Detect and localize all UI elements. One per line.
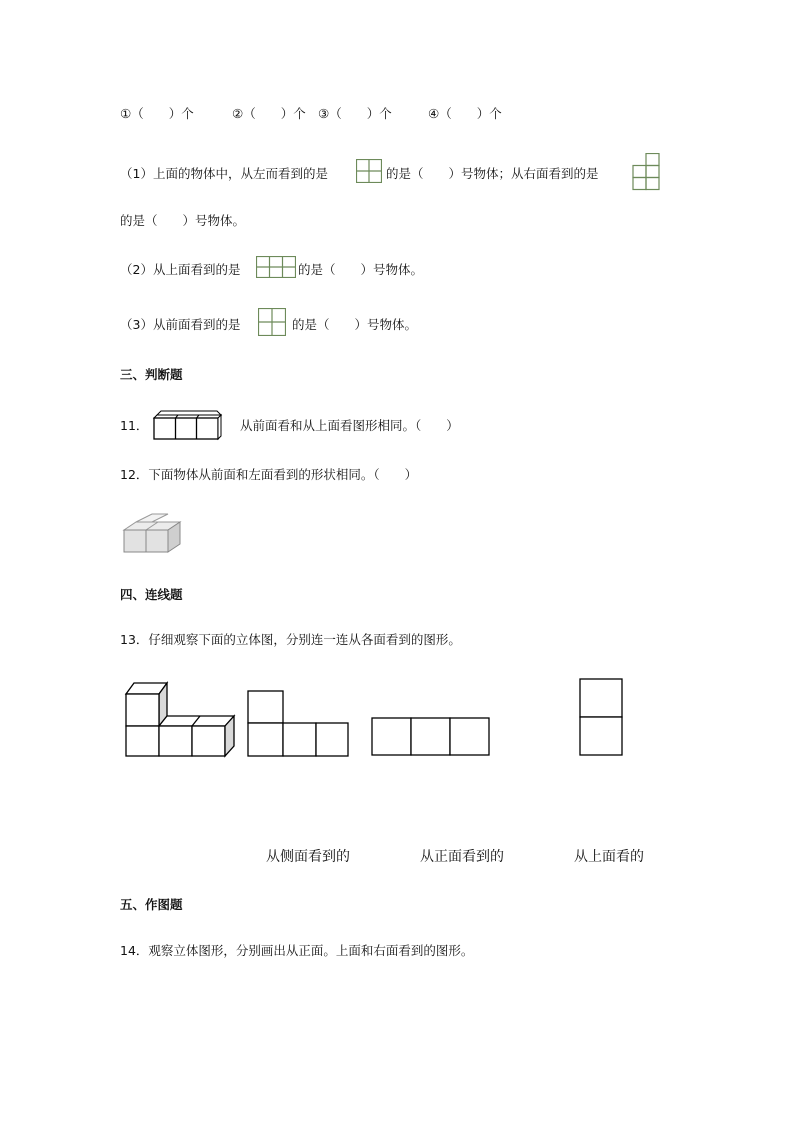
view-shape-2 [371, 717, 491, 757]
grid-2x3-icon [256, 256, 296, 278]
blank-2: ②（ ）个 [232, 106, 306, 121]
q13-text: 13．仔细观察下面的立体图，分别连一连从各面看到的图形。 [120, 632, 461, 647]
q12-text: 12．下面物体从前面和左面看到的形状相同。（ ） [120, 467, 418, 482]
q2-text-a: （2）从上面看到的是 [120, 262, 241, 277]
view-shape-3 [579, 678, 624, 758]
q3-text-a: （3）从前面看到的是 [120, 317, 241, 332]
q3-text-b: 的是（ ）号物体。 [292, 317, 418, 332]
label-front-view: 从正面看到的 [420, 849, 504, 865]
q1-text-a: （1）上面的物体中，从左而看到的是 [120, 166, 328, 181]
view-shape-1 [247, 690, 351, 758]
label-side-view: 从侧面看到的 [266, 849, 350, 865]
three-cubes-figure [153, 409, 225, 441]
blank-3: ③（ ）个 [318, 106, 392, 121]
gray-cubes-figure [122, 514, 184, 554]
blank-1: ①（ ）个 [120, 106, 194, 121]
grid-2x2-icon [356, 159, 382, 183]
section-3-title: 三、判断题 [120, 367, 183, 382]
q11-number: 11． [120, 418, 149, 433]
q2-text-b: 的是（ ）号物体。 [298, 262, 424, 277]
q11-text: 从前面看和从上面看图形相同。（ ） [240, 418, 459, 433]
blank-4: ④（ ）个 [428, 106, 502, 121]
l-shaped-solid-figure [124, 680, 238, 758]
grid-stair-icon [632, 153, 660, 191]
q1-text-c: 的是（ ）号物体。 [120, 213, 246, 228]
label-top-view: 从上面看的 [574, 849, 644, 865]
q14-text: 14．观察立体图形，分别画出从正面。上面和右面看到的图形。 [120, 943, 474, 958]
section-4-title: 四、连线题 [120, 587, 183, 602]
grid-2x2-front-icon [258, 308, 286, 336]
q1-text-b: 的是（ ）号物体；从右面看到的是 [386, 166, 599, 181]
section-5-title: 五、作图题 [120, 897, 183, 912]
